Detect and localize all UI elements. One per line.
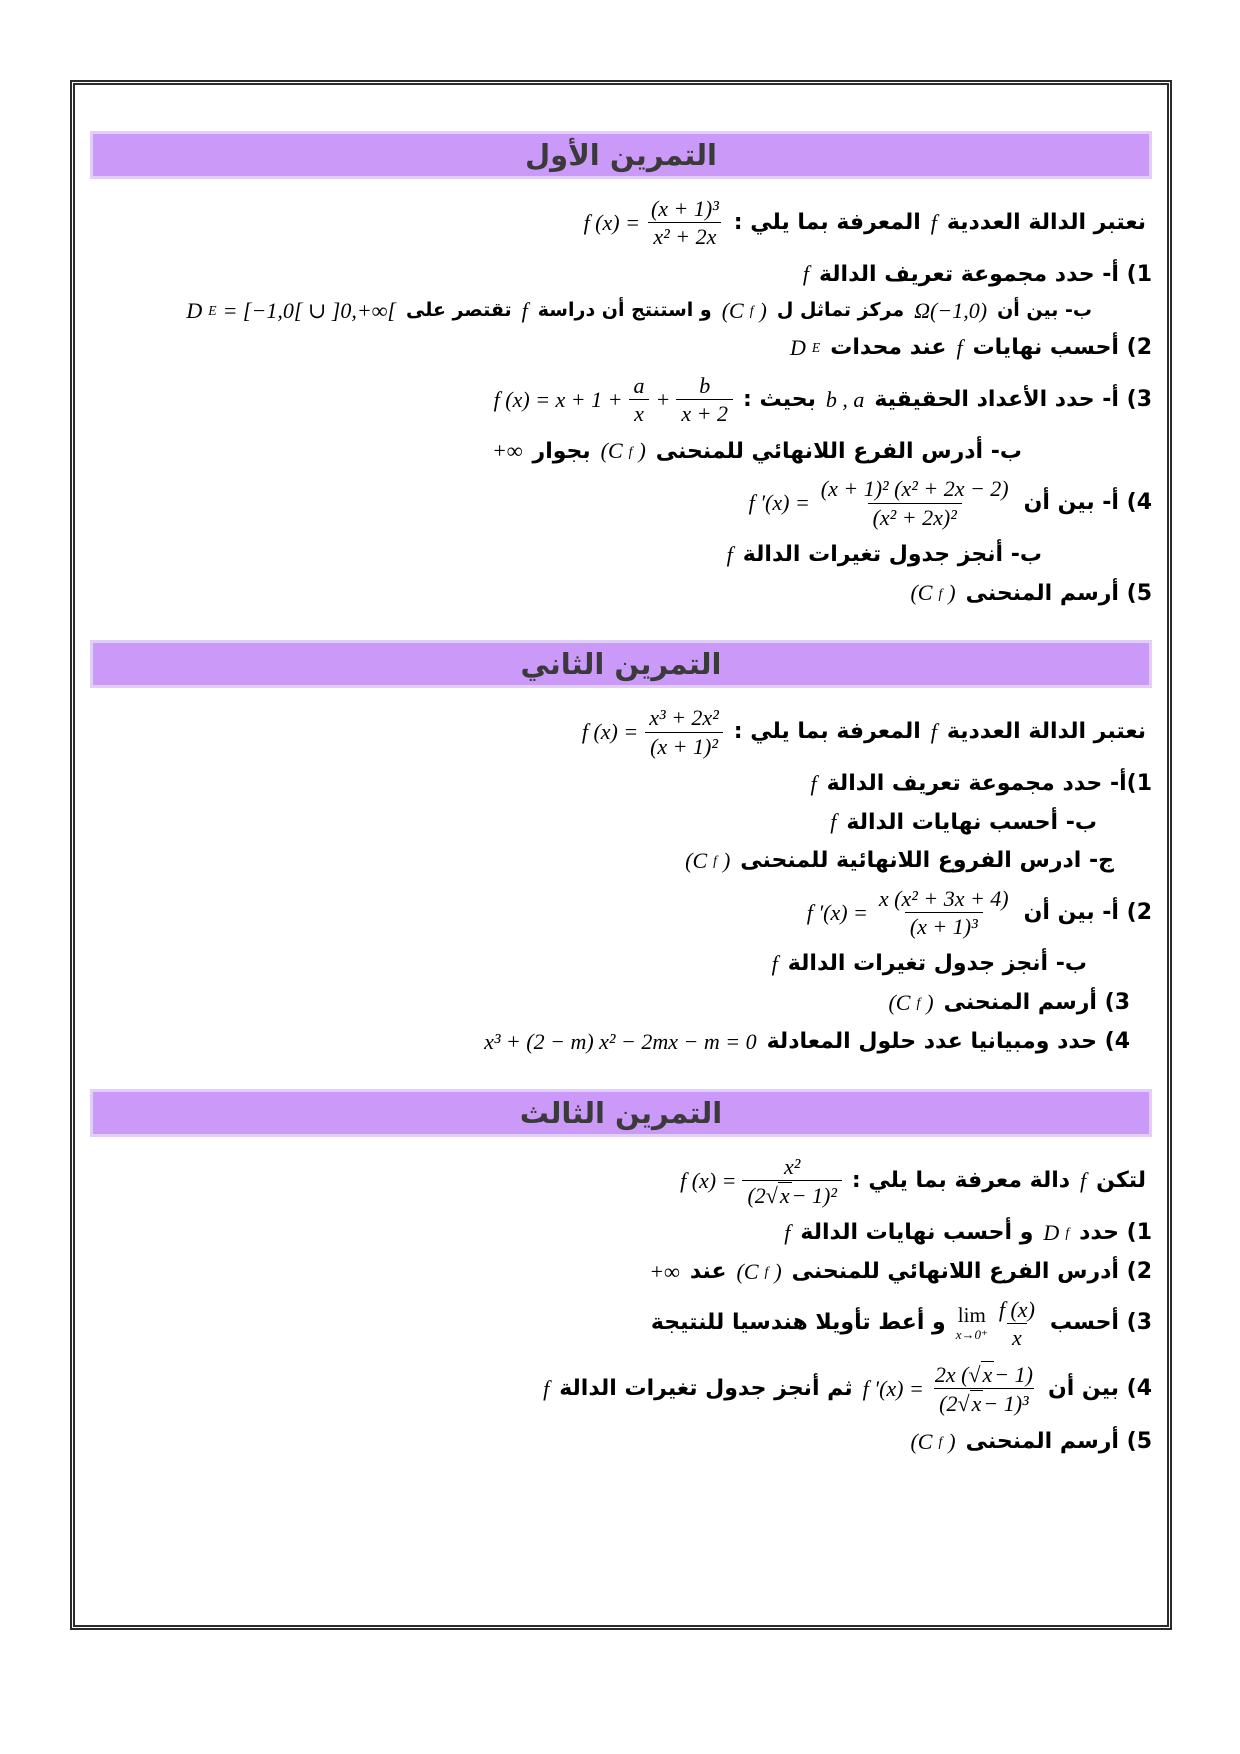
- subscript: f: [749, 303, 754, 319]
- math-formula: [584, 195, 724, 251]
- function-symbol: f: [930, 719, 937, 745]
- curve-symbol: [910, 580, 955, 606]
- curve-symbol: [737, 1259, 782, 1285]
- denominator: x² + 2x: [648, 222, 721, 250]
- curve-close: ): [948, 580, 956, 606]
- ex1-q3b-line: [90, 437, 1152, 467]
- curve-close: ): [926, 990, 934, 1015]
- math-formula: [494, 372, 733, 428]
- arabic-text: 3) أرسم المنحنى: [943, 990, 1130, 1016]
- arabic-text: ب- أدرس الفرع اللانهائي للمنحنى: [655, 438, 1022, 464]
- ex1-q3a-line: [90, 372, 1152, 428]
- limit-block: [956, 1305, 988, 1341]
- arabic-text: ب- بين أن: [997, 299, 1092, 322]
- arabic-text: ج- ادرس الفروع اللانهائية للمنحنى: [740, 848, 1114, 874]
- plus-sign: +: [655, 386, 671, 412]
- arabic-text: 2) أ- بين أن: [1023, 899, 1152, 925]
- curve-close: ): [759, 298, 767, 324]
- square-root: [958, 1390, 984, 1416]
- numerator: x³ + 2x²: [649, 705, 719, 731]
- subscript: f: [713, 853, 717, 869]
- function-symbol: f: [726, 541, 733, 567]
- ex2-intro-line: [90, 704, 1152, 760]
- curve-symbol: [685, 848, 730, 874]
- limit-subscript: x→0⁺: [955, 1327, 988, 1343]
- ex3-q4-line: [90, 1360, 1152, 1418]
- arabic-text: 1) حدد: [1079, 1220, 1152, 1246]
- math-formula: [680, 1153, 842, 1210]
- arabic-text: و أعط تأويلا هندسيا للنتيجة: [650, 1310, 946, 1336]
- radical-sign: √: [968, 1362, 981, 1388]
- domain-symbol: D: [186, 298, 203, 324]
- ex2-q1a-line: [90, 769, 1152, 799]
- ex2-q2b-line: [90, 949, 1152, 979]
- ex1-q2-line: [90, 333, 1152, 363]
- math-inline: Ω(−1,0): [914, 298, 988, 324]
- radicand: x: [982, 1362, 993, 1388]
- exercise-3-banner: [90, 1089, 1152, 1137]
- arabic-text: 1) أ- حدد مجموعة تعريف الدالة: [818, 261, 1152, 287]
- curve-close: ): [948, 1428, 956, 1454]
- fraction: [676, 372, 733, 428]
- formula-lhs: f (x) =: [680, 1167, 737, 1193]
- denominator: [742, 1180, 841, 1209]
- ex3-q3-line: [90, 1296, 1152, 1352]
- arabic-text: ب- أنجز جدول تغيرات الدالة: [742, 541, 1042, 567]
- subscript: f: [938, 1433, 943, 1449]
- curve-open: (C: [910, 580, 933, 606]
- domain-symbol: D: [790, 335, 806, 361]
- curve-open: (C: [685, 848, 708, 874]
- numerator-suffix: − 1): [994, 1362, 1033, 1388]
- function-symbol: f: [543, 1375, 550, 1401]
- ex2-q1b-line: [90, 808, 1152, 838]
- radicand: x: [971, 1391, 982, 1417]
- arabic-text: بحيث :: [743, 386, 816, 412]
- arabic-text: 3) أحسب: [1049, 1310, 1152, 1336]
- equation-text: x³ + (2 − m) x² − 2mx − m = 0: [484, 1028, 757, 1054]
- function-symbol: f: [930, 209, 937, 235]
- curve-symbol: [888, 990, 933, 1016]
- curve-symbol: [910, 1429, 955, 1455]
- arabic-text: 3) أ- حدد الأعداد الحقيقية: [874, 386, 1152, 412]
- ex3-q5-line: [90, 1427, 1152, 1457]
- exercise-2-section: [90, 640, 1152, 1056]
- math-formula: [582, 704, 724, 760]
- curve-close: ): [722, 848, 731, 874]
- curve-symbol: [601, 438, 646, 464]
- infinity-symbol: +∞: [649, 1258, 680, 1284]
- formula-lhs: f (x) =: [581, 719, 639, 745]
- numerator: b: [699, 372, 711, 398]
- arabic-text: 5) أرسم المنحنى: [965, 1428, 1152, 1454]
- formula-lhs: f (x) = x + 1 +: [493, 386, 623, 412]
- function-symbol: f: [956, 335, 963, 361]
- ex3-q1-line: [90, 1218, 1152, 1248]
- ex3-q2-line: [90, 1257, 1152, 1287]
- subscript: f: [628, 443, 633, 459]
- denominator: (x + 1)³: [905, 912, 983, 940]
- denominator: x: [1007, 1323, 1027, 1351]
- math-inline: b , a: [825, 386, 865, 412]
- exercise-1-banner: [90, 131, 1152, 179]
- arabic-text: 4) حدد ومبيانيا عدد حلول المعادلة: [766, 1028, 1130, 1054]
- curve-open: (C: [721, 298, 744, 324]
- formula-lhs: f (x) =: [583, 209, 640, 235]
- arabic-text: تقتصر على: [405, 299, 512, 322]
- ex1-q5-line: [90, 579, 1152, 609]
- denominator: (x + 1)²: [645, 732, 723, 760]
- fraction: [816, 475, 1014, 531]
- fraction: [930, 1360, 1038, 1418]
- worksheet-page: [70, 80, 1172, 1630]
- ex1-q1a-line: [90, 260, 1152, 290]
- arabic-text: 4) أ- بين أن: [1023, 490, 1152, 516]
- formula-lhs: f ′(x) =: [748, 490, 810, 516]
- numerator: x²: [784, 1153, 801, 1179]
- numerator: [930, 1360, 1038, 1388]
- exercise-1-title: التمرين الأول: [525, 138, 717, 172]
- domain-set-formula: [186, 298, 396, 324]
- denominator-prefix: (2: [939, 1391, 958, 1417]
- curve-open: (C: [888, 990, 911, 1015]
- domain-symbol-group: [790, 335, 820, 361]
- arabic-text: مركز تماثل ل: [776, 299, 905, 322]
- function-symbol: f: [1080, 1167, 1087, 1193]
- radical-sign: √: [765, 1182, 778, 1208]
- ex2-q1c-line: [90, 846, 1152, 876]
- subscript: f: [1065, 1225, 1070, 1241]
- limit-word: lim: [957, 1303, 986, 1328]
- arabic-text: ثم أنجز جدول تغيرات الدالة: [559, 1376, 853, 1402]
- exercise-3-section: [90, 1089, 1152, 1457]
- curve-open: (C: [736, 1258, 759, 1284]
- arabic-text: ب- أحسب نهايات الدالة: [846, 809, 1097, 835]
- ex1-intro-line: [90, 195, 1152, 251]
- arabic-text: دالة معرفة بما يلي :: [851, 1167, 1071, 1193]
- subscript: f: [764, 1263, 769, 1279]
- ex1-q1b-line: [90, 298, 1152, 324]
- arabic-text: بجوار: [532, 438, 591, 464]
- denominator: (x² + 2x)²: [868, 503, 962, 531]
- denominator: [934, 1388, 1033, 1417]
- interval-text: = [−1,0[ ∪ ]0,+∞[: [222, 298, 396, 324]
- arabic-text: 1)أ- حدد مجموعة تعريف الدالة: [826, 770, 1152, 796]
- numerator: (x + 1)² (x² + 2x − 2): [820, 476, 1009, 502]
- function-symbol: f: [830, 809, 837, 835]
- numerator: (x + 1)³: [650, 196, 719, 221]
- radical-sign: √: [957, 1391, 970, 1417]
- numerator: f (x): [998, 1296, 1035, 1322]
- fraction: [646, 195, 724, 251]
- numerator-prefix: 2x (: [934, 1362, 969, 1388]
- exercise-2-banner: [90, 640, 1152, 688]
- domain-symbol: D: [1043, 1219, 1060, 1245]
- numerator: x (x² + 3x + 4): [878, 885, 1009, 911]
- domain-symbol-group: [1043, 1220, 1069, 1246]
- arabic-text: ب- أنجز جدول تغيرات الدالة: [787, 951, 1087, 977]
- ex2-q4-line: [90, 1027, 1152, 1057]
- ex3-intro-line: [90, 1153, 1152, 1210]
- arabic-text: 4) بين أن: [1047, 1376, 1152, 1402]
- arabic-text: و أحسب نهايات الدالة: [800, 1220, 1034, 1246]
- math-formula: [863, 1360, 1038, 1418]
- math-formula: [807, 885, 1014, 941]
- fraction: [629, 372, 650, 428]
- fraction: [644, 704, 724, 760]
- subscript: E: [811, 340, 821, 356]
- square-root: [968, 1361, 994, 1387]
- denominator: x: [629, 399, 649, 427]
- arabic-text: نعتبر الدالة العددية: [946, 209, 1146, 235]
- arabic-text: 2) أحسب نهايات: [972, 335, 1152, 361]
- square-root: [766, 1182, 792, 1208]
- formula-lhs: f ′(x) =: [806, 899, 868, 925]
- arabic-text: المعرفة بما يلي :: [733, 719, 921, 745]
- exercise-3-title: التمرين الثالث: [519, 1095, 723, 1130]
- curve-open: (C: [910, 1428, 933, 1454]
- curve-open: (C: [600, 438, 623, 464]
- curve-close: ): [638, 438, 646, 464]
- ex1-q4b-line: [90, 540, 1152, 570]
- function-symbol: f: [802, 261, 809, 287]
- arabic-text: لتكن: [1096, 1167, 1146, 1193]
- subscript: f: [938, 585, 943, 601]
- arabic-text: عند محدات: [830, 335, 947, 361]
- radicand: x: [779, 1182, 790, 1208]
- function-symbol: f: [784, 1219, 791, 1245]
- function-symbol: f: [521, 298, 528, 324]
- limit-expression: [956, 1296, 1040, 1352]
- function-symbol: f: [810, 770, 817, 796]
- ex2-q2a-line: [90, 885, 1152, 941]
- arabic-text: نعتبر الدالة العددية: [946, 719, 1146, 745]
- fraction: [874, 885, 1014, 941]
- denominator-prefix: (2: [747, 1182, 766, 1208]
- formula-lhs: f ′(x) =: [862, 1375, 924, 1401]
- exercise-2-title: التمرين الثاني: [520, 647, 722, 682]
- subscript: E: [208, 303, 217, 319]
- arabic-text: و استنتج أن دراسة: [537, 299, 712, 322]
- denominator-suffix: − 1)³: [983, 1391, 1029, 1417]
- fraction: [742, 1153, 841, 1210]
- arabic-text: المعرفة بما يلي :: [733, 209, 921, 235]
- denominator: x + 2: [676, 399, 733, 427]
- function-symbol: f: [771, 951, 778, 977]
- curve-close: ): [774, 1258, 782, 1284]
- arabic-text: 5) أرسم المنحنى: [965, 580, 1152, 606]
- denominator-suffix: − 1)²: [791, 1182, 837, 1208]
- arabic-text: 2) أدرس الفرع اللانهائي للمنحنى: [791, 1258, 1152, 1284]
- math-formula: [749, 475, 1014, 531]
- infinity-symbol: +∞: [492, 438, 523, 464]
- curve-symbol: [722, 298, 767, 324]
- subscript: f: [916, 995, 921, 1011]
- numerator: a: [633, 372, 645, 398]
- exercise-1-section: [90, 131, 1152, 608]
- ex2-q3-line: [90, 988, 1152, 1018]
- arabic-text: عند: [689, 1258, 727, 1284]
- ex1-q4a-line: [90, 475, 1152, 531]
- fraction: [994, 1296, 1040, 1352]
